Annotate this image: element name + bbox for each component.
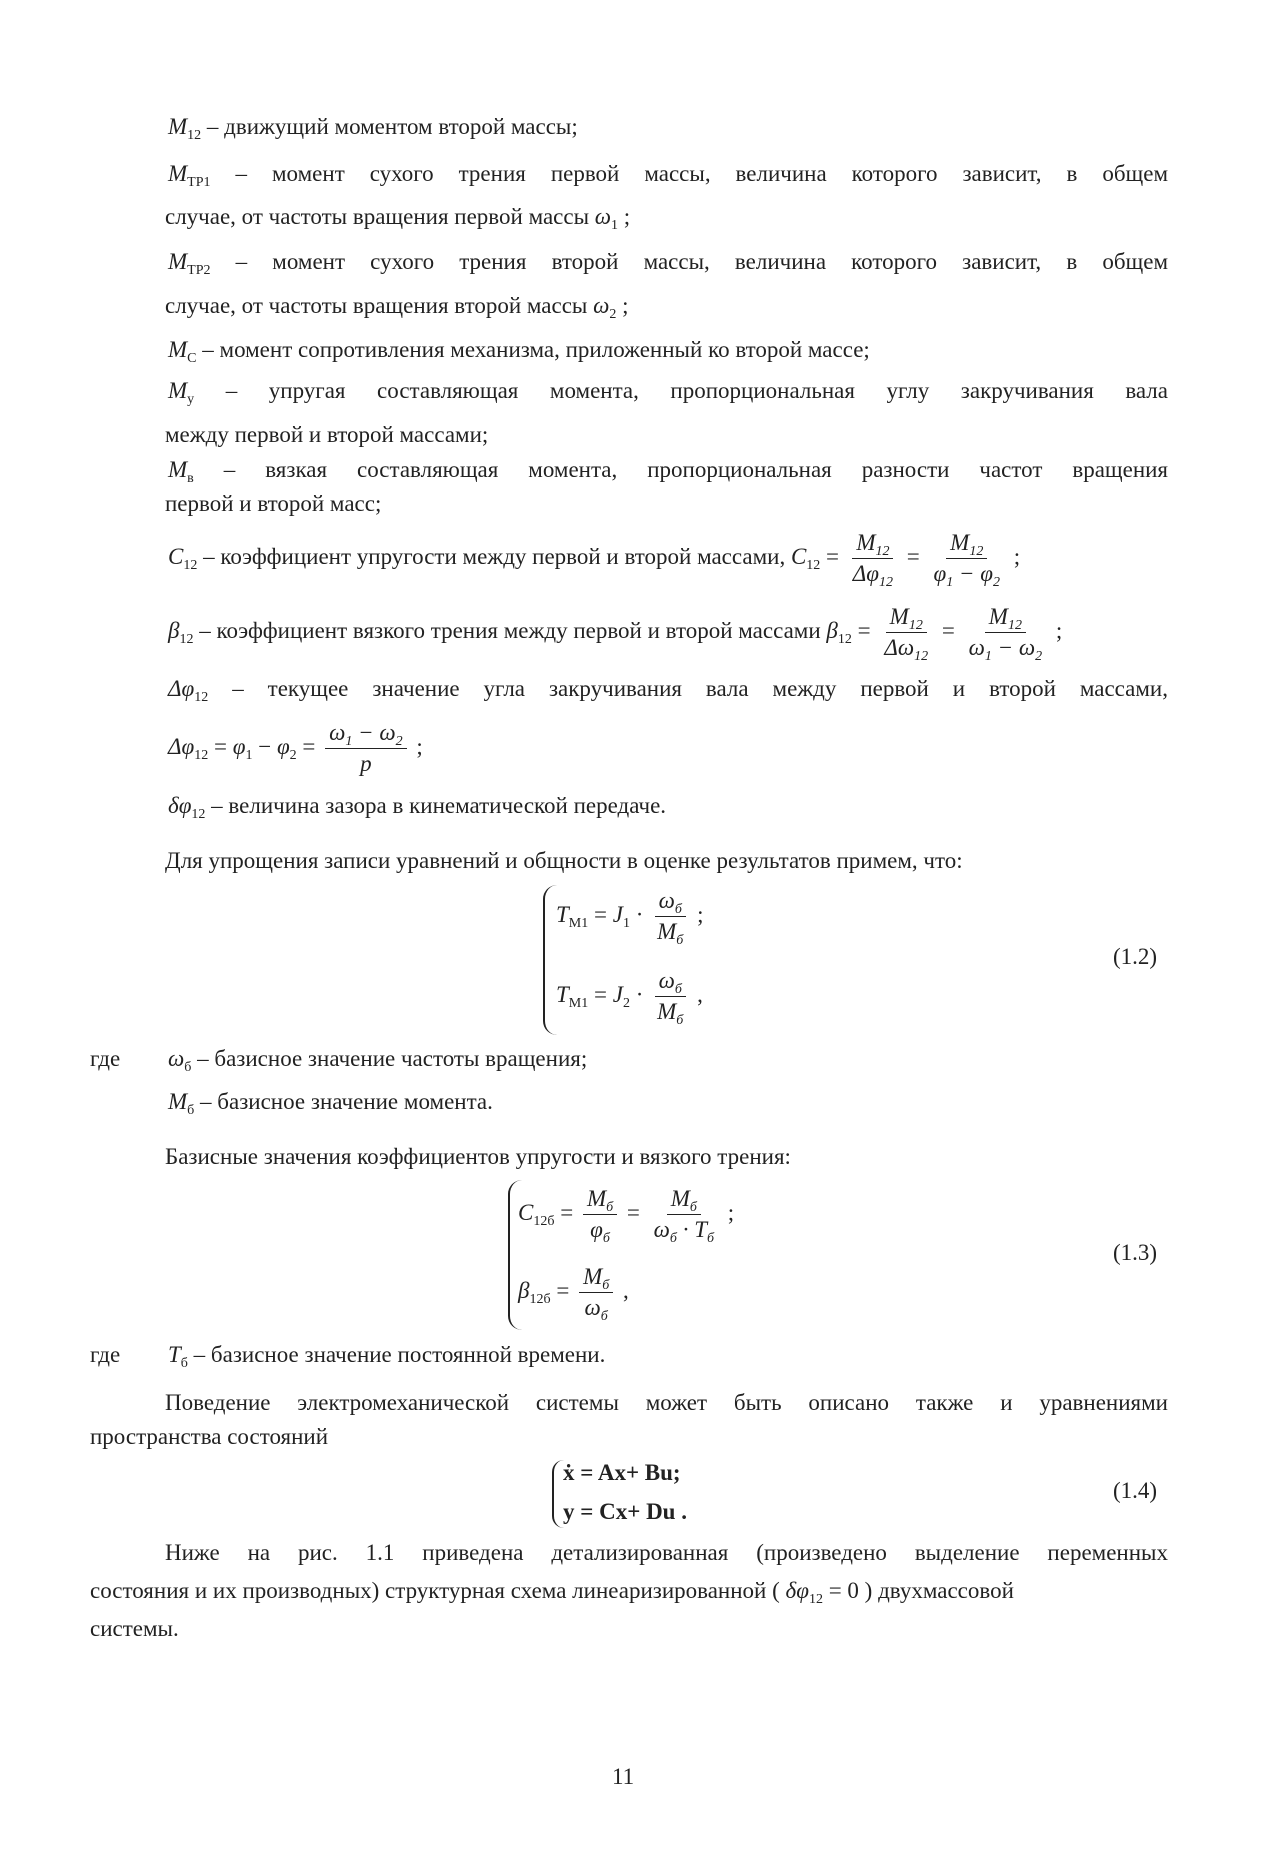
def-mtp2-line1: $M_{TP2}$ – момент сухого трения второй массы, величина которого зависит, в общем bbox=[168, 249, 1168, 278]
state-equation-2: y = Cx+ Du . bbox=[563, 1499, 687, 1524]
fraction: $\frac{M_б}{\varphi_б}$ bbox=[583, 1186, 617, 1243]
def-mtp2-line2: случае, от частоты вращения второй массы $\omega_2$ ; bbox=[165, 293, 629, 322]
equation-number: (1.2) bbox=[1113, 944, 1158, 969]
def-dphi-line1: $\Delta\varphi_{12}$ – текущее значение угла закручивания вала между первой и второй массами, bbox=[168, 676, 1168, 705]
def-my-line1: $M_у$ – упругая составляющая момента, пропорциональная углу закручивания вала bbox=[168, 378, 1168, 407]
def-mtp1-line1: $M_{TP1}$ – момент сухого трения первой массы, величина которого зависит, в общем bbox=[168, 161, 1169, 190]
eq-tm1-second: $T_{M1} = J_2$ · $\frac{\omega_б}{M_б}$ , bbox=[556, 968, 703, 1028]
where-label: где bbox=[90, 1046, 121, 1071]
state-text-line2: пространства состояний bbox=[90, 1424, 329, 1449]
def-mv-line1: $M_в$ – вязкая составляющая момента, пропорциональная разности частот вращения bbox=[168, 457, 1169, 486]
fraction: $\frac{M_{12}}{\Delta\omega_{12}}$ bbox=[884, 604, 929, 664]
fraction: $\frac{M_{12}}{\Delta\varphi_{12}}$ bbox=[852, 530, 894, 590]
fraction: $\frac{\omega_б}{M_б}$ bbox=[653, 888, 687, 945]
basis-intro: Базисные значения коэффициентов упругости и вязкого трения: bbox=[165, 1144, 791, 1169]
fraction: $\frac{\omega_1 - \omega_2}{p}$ bbox=[325, 720, 407, 777]
eq-tm1-first: $T_{M1} = J_1$ · $\frac{\omega_б}{M_б}$ ; bbox=[556, 888, 704, 948]
def-c12: $C_{12}$ – коэффициент упругости между первой и второй массами, $C_{12}$ = $\frac{M_{12}}{\Delta\varphi_{12}}$ = $\frac{M_{12}}{\varphi_1 - \varphi_2}$ ; bbox=[168, 530, 1021, 590]
def-mv-line2: первой и второй масс; bbox=[165, 491, 382, 516]
equation-number: (1.3) bbox=[1113, 1240, 1158, 1265]
state-text-line1: Поведение электромеханической системы может быть описано также и уравнениями bbox=[165, 1390, 1168, 1415]
eq-beta12b: $\beta_{12б}$ = $\frac{M_б}{\omega_б}$ , bbox=[518, 1264, 629, 1324]
where-m: $M_б$ – базисное значение момента. bbox=[168, 1089, 493, 1118]
figure-text-line1: Ниже на рис. 1.1 приведена детализированная (произведено выделение переменных bbox=[165, 1540, 1168, 1565]
page-number: 11 bbox=[612, 1764, 635, 1789]
fraction: $\frac{M_б}{\omega_б \cdot T_б}$ bbox=[653, 1186, 715, 1246]
where-omega: $\omega_б$ – базисное значение частоты вращения; bbox=[168, 1046, 588, 1075]
simplify-intro: Для упрощения записи уравнений и общности в оценке результатов примем, что: bbox=[165, 848, 963, 873]
where-label: где bbox=[90, 1342, 121, 1367]
def-my-line2: между первой и второй массами; bbox=[165, 422, 489, 447]
def-delta-phi: $\delta\varphi_{12}$ – величина зазора в кинематической передаче. bbox=[168, 793, 667, 822]
def-beta12: $\beta_{12}$ – коэффициент вязкого трения между первой и второй массами $\beta_{12}$ = $\frac{M_{12}}{\Delta\omega_{12}}$ = $\frac{M_{12}}{\omega_1 - \omega_2}$ ; bbox=[168, 604, 1063, 664]
eq-c12b: $C_{12б}$ = $\frac{M_б}{\varphi_б}$ = $\frac{M_б}{\omega_б \cdot T_б}$ ; bbox=[518, 1186, 735, 1246]
def-mc: $M_C$ – момент сопротивления механизма, приложенный ко второй массе; bbox=[168, 337, 870, 366]
figure-text-line2: состояния и их производных) структурная схема линеаризированной ( $\delta\varphi_{12} = 0$ ) двухмассовой bbox=[90, 1578, 1014, 1607]
where-t: $T_б$ – базисное значение постоянной времени. bbox=[168, 1342, 606, 1371]
state-equation-1: ẋ = Ax+ Bu; bbox=[563, 1460, 681, 1485]
fraction: $\frac{M_{12}}{\omega_1 - \omega_2}$ bbox=[968, 604, 1043, 664]
fraction: $\frac{\omega_б}{M_б}$ bbox=[653, 968, 687, 1025]
fraction: $\frac{M_{12}}{\varphi_1 - \varphi_2}$ bbox=[933, 530, 1000, 590]
fraction: $\frac{M_б}{\omega_б}$ bbox=[579, 1264, 613, 1321]
def-mtp1-line2: случае, от частоты вращения первой массы $\omega_1$ ; bbox=[165, 204, 631, 233]
def-m12: $M_{12}$ – движущий моментом второй массы; bbox=[168, 114, 578, 143]
equation-number: (1.4) bbox=[1113, 1478, 1158, 1503]
figure-text-line3: системы. bbox=[90, 1616, 179, 1641]
system-brace bbox=[543, 885, 557, 1035]
def-dphi-formula: $\Delta\varphi_{12} = \varphi_1 - \varphi_2$ = $\frac{\omega_1 - \omega_2}{p}$ ; bbox=[168, 720, 423, 776]
